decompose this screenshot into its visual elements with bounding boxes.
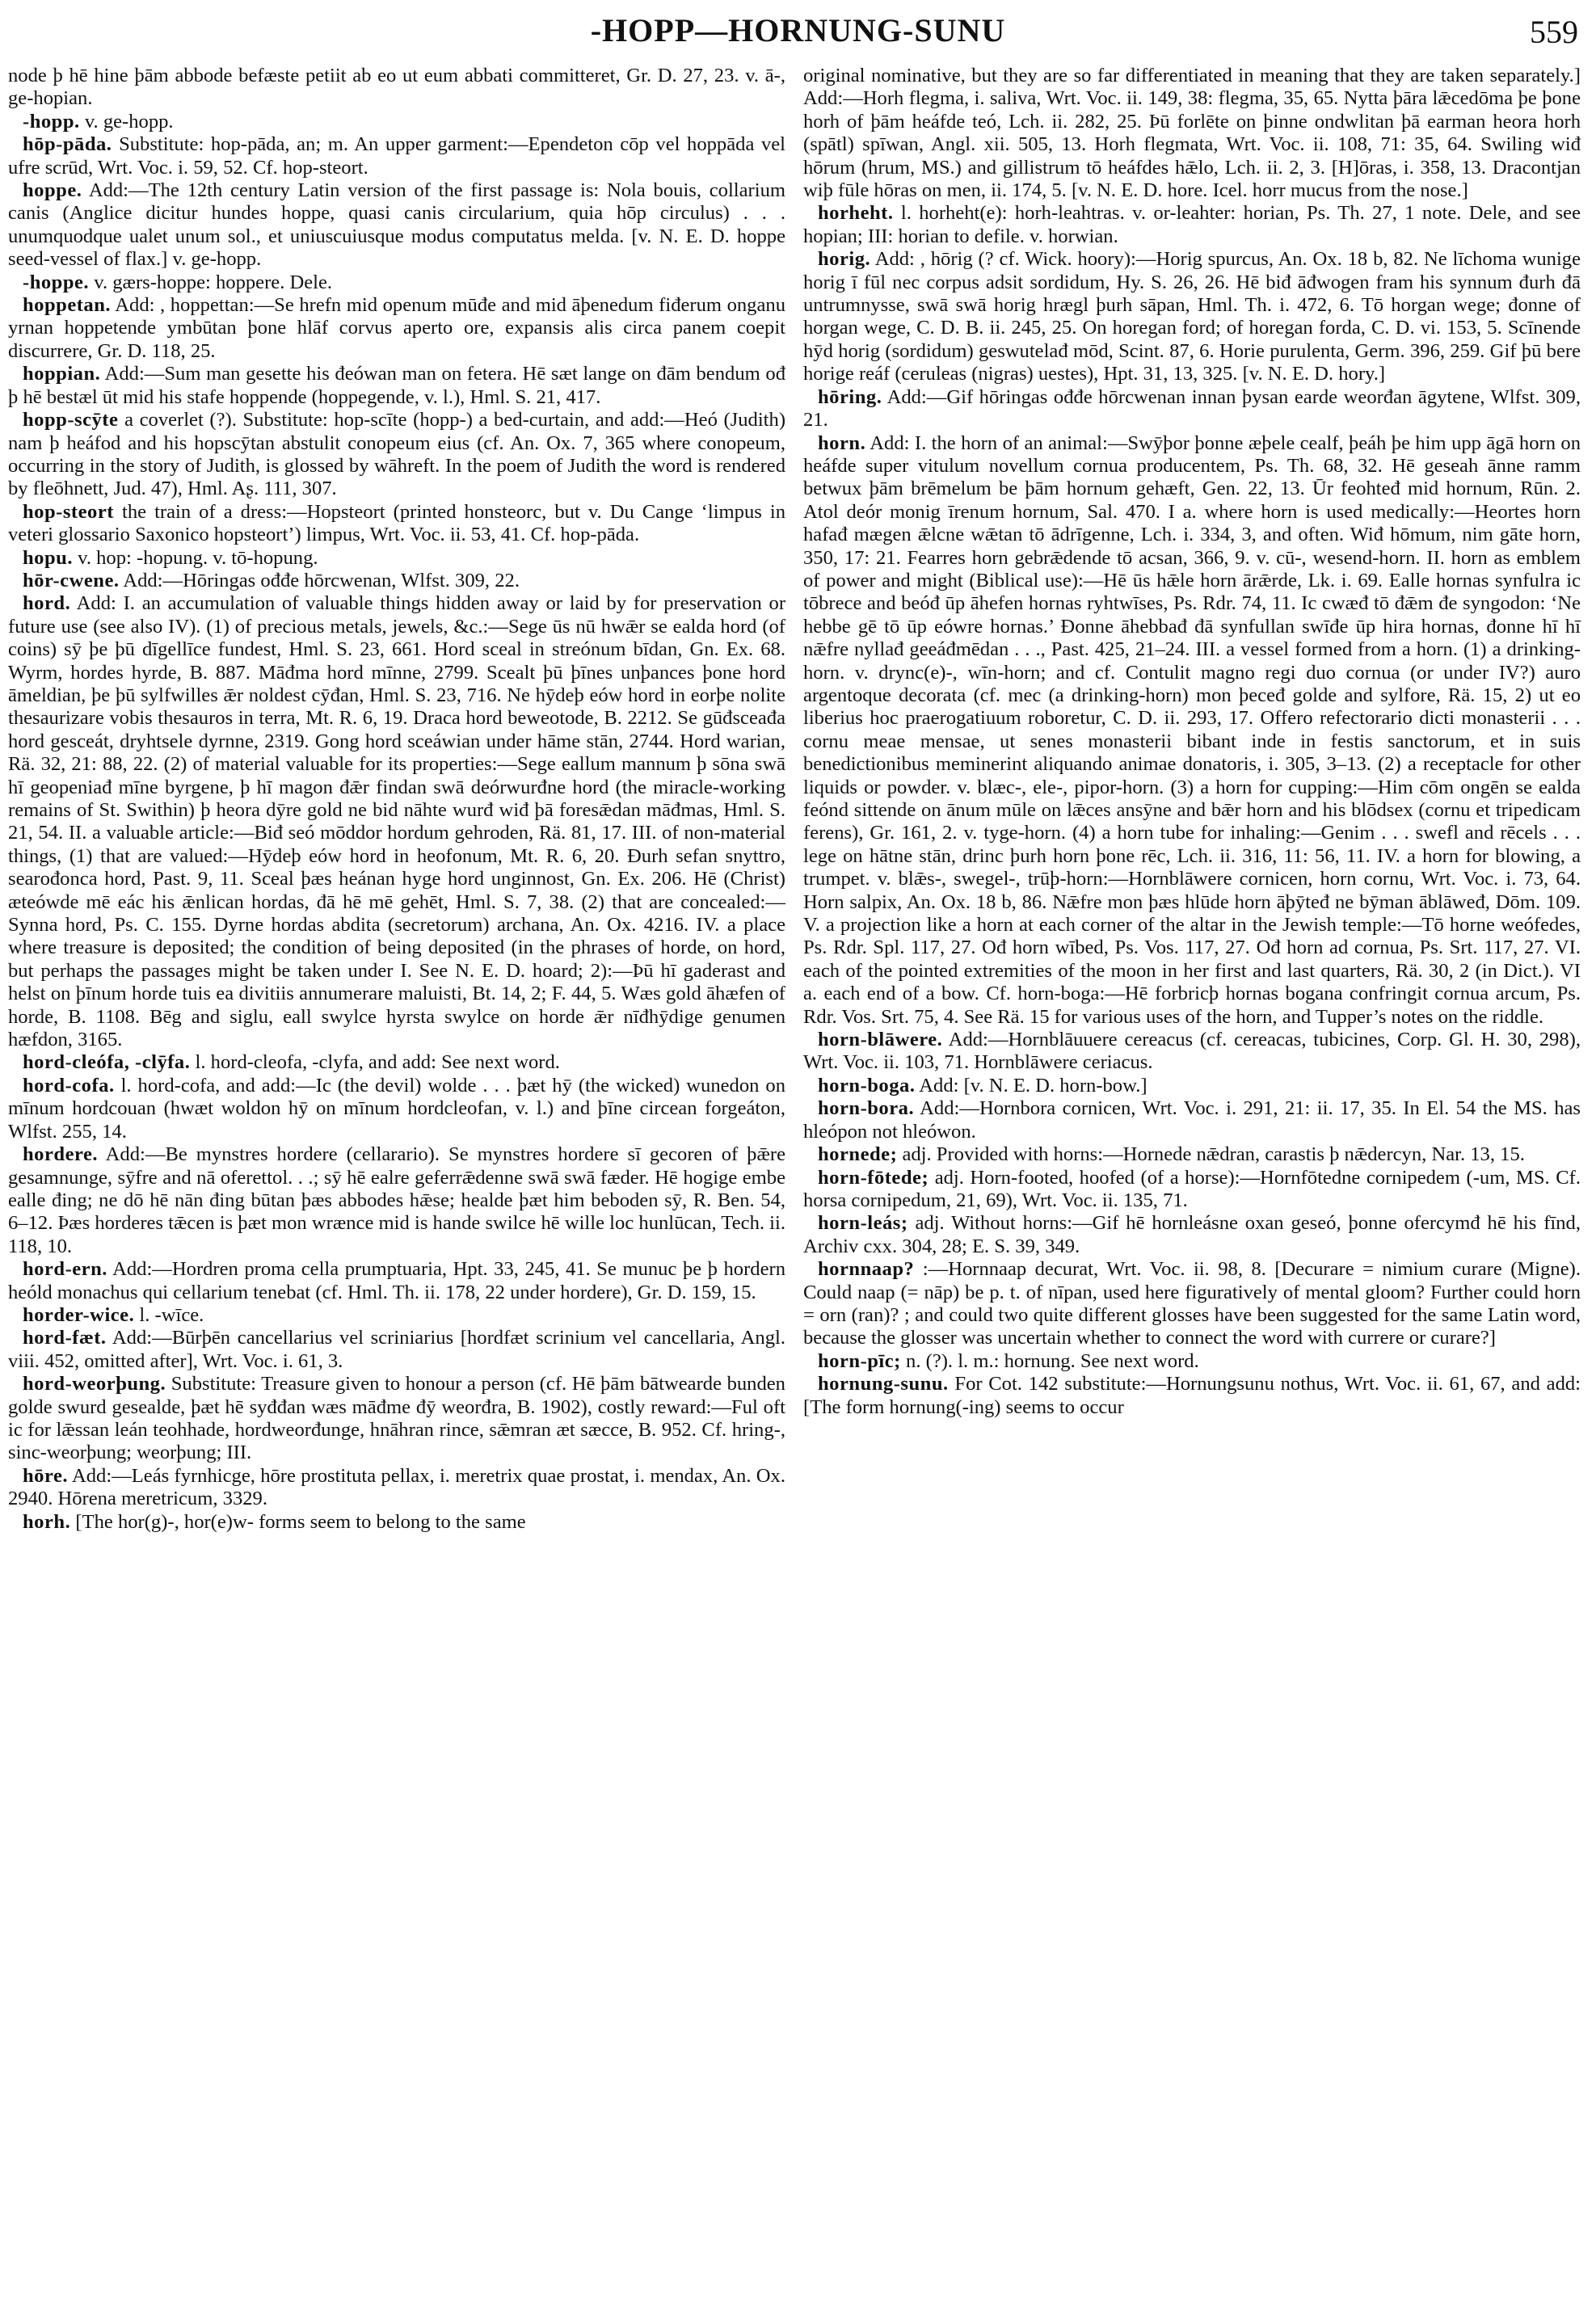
left-column xyxy=(8,65,785,1534)
dictionary-entry xyxy=(8,1465,785,1511)
headword: hōr-cwene. xyxy=(23,569,120,591)
entry-text: Add:—Gif hōringas ođđe hōrcwenan innan þysan earde weorđan āgytene, Wlfst. 309, 21. xyxy=(803,385,1581,431)
page-title: -HOPP—HORNUNG-SUNU xyxy=(590,12,1006,48)
dictionary-entry xyxy=(8,179,785,272)
dictionary-entry xyxy=(803,432,1581,1029)
entry-text: Add:—Sum man gesette his đeówan man on fetera. Hē sæt lange on đām bendum ođ þ hē bestæl ūt mid his stafe hoppende (hoppegende, v. l.), Hml. S. 21, 417. xyxy=(8,363,785,408)
headword: horn-blāwere. xyxy=(818,1029,943,1051)
headword: hord-cofa. xyxy=(23,1074,115,1097)
dictionary-entry xyxy=(803,1075,1581,1097)
entry-text: l. -wīce. xyxy=(139,1303,204,1326)
entry-text: Add: , hoppettan:—Se hrefn mid openum mūđe and mid āþenedum fiđerum onganu yrnan hoppetende ymbūtan þone hlāf corvus aperto ore, expansis alis circa panem coepit discurrere, Gr. D. 118, 25. xyxy=(8,294,785,362)
dictionary-entry xyxy=(8,65,785,111)
entry-text: Substitute: hop-pāda, an; m. An upper garment:—Ependeton cōp vel hoppāda vel ufre scrūd, Wrt. Voc. i. 59, 52. Cf. hop-steort. xyxy=(8,133,785,179)
headword: hord-fæt. xyxy=(23,1327,107,1349)
page-number: 559 xyxy=(1530,14,1578,50)
dictionary-entry xyxy=(8,409,785,501)
dictionary-entry xyxy=(8,111,785,133)
entry-text: Add: I. an accumulation of valuable things hidden away or laid by for preservation or future use (see also IV). (1) of precious metals, jewels, &c.:—Sege ūs nū hwǣr se ealda hord (of coins) sȳ þe þū dīgellīce fundest, Hml. S. 23, 661. Hord sceal in streónum bīdan, Gn. Ex. 68. Wyrm, hordes hyrde, B. 887. Māđma hord mīnne, 2799. Scealt þū þīnes unþances þone hord āmeldian, þe þū sylfwilles ǣr noldest cȳđan, Hml. S. 23, 716. Ne hȳdeþ eów hord in eorþe nolite thesaurizare vobis thesauros in terra, Mt. R. 6, 19. Draca hord beweotode, B. 2212. Se gūđsceađa hord gesceát, dryhtsele dyrnne, 2319. Gong hord sceáwian under hāme stān, 2744. Hord warian, Rä. 32, 21: 88, 22. (2) of material valuable for its properties:—Sege eallum mannum þ sōna swā hī geopeniađ mīne byrgene, þ hī magon đǣr findan swā deórwurđne hord (the miracle-working remains of St. Swithin) þ heora dȳre gold ne bid nāhte wurđ wiđ þā foresǣdan māđmas, Hml. S. 21, 54. II. a valuable article:—Biđ seó mōddor hordum gehroden, Rä. 81, 17. III. of non-material things, (1) that are valued:—Hȳdeþ eów hord in heofonum, Mt. R. 6, 20. Đurh sefan snyttro, searođonca hord, Past. 9, 11. Sceal þæs heánan hyge hord unginnost, Gn. Ex. 206. Hē (Christ) æteówde mē eác his ǣnlican hordas, đā hē mē gehēt, Hml. S. 7, 38. (2) that are concealed:—Synna hord, Ps. C. 155. Dyrne hordas abdita (secretorum) archana, An. Ox. 4216. IV. a place where treasure is deposited; the condition of being deposited (in the phrases of horde, on hord, but perhaps the passages might be taken under I. See N. E. D. hoard; 2):—Þū hī gaderast and helst on þīnum horde tuis ea divitiis annumerare maluisti, Bt. 14, 2; F. 44, 5. Wæs gold āhæfen of horde, B. 1108. Bēg and siglu, eall swylce hyrsta swylce on horde ǣr nīđhȳdige genumen hæfdon, 3165. xyxy=(8,592,786,1051)
headword: hord-cleófa, -clȳfa. xyxy=(23,1051,191,1074)
dictionary-entry xyxy=(8,501,785,547)
headword: -hopp. xyxy=(23,110,80,133)
headword: hord-weorþung. xyxy=(23,1373,166,1395)
entry-text: Add:—Leás fyrnhicge, hōre prostituta pellax, i. meretrix quae prostat, i. mendax, An. Ox. 2940. Hōrena meretricum, 3329. xyxy=(8,1464,785,1510)
entry-text: Add:—Hordren proma cella prumptuaria, Hpt. 33, 245, 41. Se munuc þe þ hordern heóld monachus qui cellarium tenebat (cf. Hml. Th. ii. 178, 22 under hordere), Gr. D. 159, 15. xyxy=(8,1258,785,1303)
entry-text: Add: , hōrig (? cf. Wick. hoory):—Horig spurcus, An. Ox. 18 b, 82. Ne līchoma wunige horig ī fūl nec corpus adsit sordidum, Hy. S. 26, 26. Hē biđ āđwogen fram his synnum đurh đā untrumnysse, swā swā horig hrægl þurh sāpan, Hml. Th. i. 472, 6. Tō horgan wege; đonne of horgan wege, C. D. B. ii. 245, 25. On horegan ford; of horegan forda, C. D. vi. 153, 5. Scīnende hȳd horig (sordidum) geswutelađ mōd, Scint. 87, 6. Horie purulenta, Germ. 396, 259. Gif þū bere horige reáf (ceruleas (nigras) uestes), Hpt. 31, 13, 325. [v. N. E. D. hory.] xyxy=(803,248,1581,385)
entry-text: v. hop: -hopung. v. tō-hopung. xyxy=(78,546,318,569)
dictionary-entry xyxy=(803,1350,1581,1373)
headword: hoppetan. xyxy=(23,294,112,317)
entry-text: Add:—Hōringas ođđe hōrcwenan, Wlfst. 309, 22. xyxy=(123,569,520,591)
headword: horn-bora. xyxy=(818,1097,915,1120)
entry-text: v. ge-hopp. xyxy=(84,110,174,133)
headword: hōring. xyxy=(818,385,882,408)
entry-text: For Cot. 142 substitute:—Hornungsunu nothus, Wrt. Voc. ii. 61, 67, and add: [The form hornung(-ing) seems to occur xyxy=(803,1373,1581,1418)
entry-text: Add: I. the horn of an animal:—Swȳþor þonne æþele cealf, þeáh þe him upp āgā horn on heáfde super vitulum novellum cornua producentem, Ps. Th. 68, 32. Hē geseah ānne ramm betwux þām brēmelum be þām hornum gehæft, Gen. 22, 13. Ūr feohteđ mid hornum, Rūn. 2. Atol deór monig īrenum hornum, Sal. 470. I a. where horn is used medically:—Heortes horn hafađ mægen ǣlcne wǣtan tō ādrīgenne, Lch. i. 334, 3, and often. Wiđ hōmum, nim gāte horn, 350, 17: 21. Fearres horn gebrǣdende tō acsan, 366, 9. v. cū-, wesend-horn. II. horn as emblem of power and might (Biblical use):—Hē ūs hǣle horn ārǣrde, Lk. i. 69. Ealle hornas synfulra ic tōbrece and beóđ ūp āhefen hornas ryhtwīses, Ps. Rdr. 74, 11. Ic cwæđ tō đǣm đe syngodon: ‘Ne hebbe gē tō ūp eówre hornas.’ Đonne āhebbađ đā synfullan swīđe ūp hira hornas, đonne hī hī nǣfre nyllađ geeáđmēdan . . ., Past. 425, 21–24. III. a vessel formed from a horn. (1) a drinking-horn. v. drync(e)-, wīn-horn; and cf. Contulit magno regi duo cornua (or under IV?) auro argentoque decorata (cf. mec (a drinking-horn) mon þeceđ golde and sylfore, Rä. 15, 2) ut eo liberius hoc praerogatiuum roboretur, C. D. ii. 293, 17. Offero refectorario dicti monasterii . . . cornu meae mensae, ut senes monasterii bibant inde in festis sanctorum, et in suis benedictionibus meminerint aliquando animae donatoris, i. 305, 3–13. (2) a receptacle for other liquids or powder. v. blæc-, ele-, pipor-horn. (3) a horn for cupping:—Him cōm ongēn se ealda feónd sittende on ānum mūle on lǣces ansȳne and bǣr horn and his blōdsex (cornu et tripedicam ferens), Gr. 161, 2. v. tyge-horn. (4) a horn tube for inhaling:—Genim . . . swefl and rēcels . . . lege on hātne stān, drinc þurh horn þone rēc, Lch. ii. 316, 11: 56, 11. IV. a horn for blowing, a trumpet. v. blǣs-, swegel-, trūþ-horn:—Hornblāwere cornicen, horn cornu, Wrt. Voc. i. 73, 64. Horn salpix, An. Ox. 18 b, 86. Nǣfre mon þæs hlūde horn āþȳteđ ne bȳman āblāweđ, Dōm. 109. V. a projection like a horn at each corner of the altar in the Jewish temple:—Tō horne weófedes, Ps. Rdr. Spl. 117, 27. Ođ horn wībed, Ps. Vos. 117, 27. Ođ horn ad cornua, Ps. Srt. 117, 27. VI. each of the pointed extremities of the moon in her first and last quarters, Rä. 30, 2 (in Dict.). VI a. each end of a bow. Cf. horn-boga:—Hē forbricþ hornas bogana confringit cornua arcum, Ps. Rdr. Vos. Srt. 75, 4. See Rä. 15 for various uses of the horn, and Tupper’s notes on the riddle. xyxy=(803,431,1581,1028)
dictionary-entry xyxy=(803,65,1581,202)
headword: hopu. xyxy=(23,546,73,569)
entry-text: adj. Without horns:—Gif hē hornleásne oxan geseó, þonne ofercymđ hē his fīnd, Archiv cxx. 304, 28; E. S. 39, 349. xyxy=(803,1212,1581,1257)
headword: horn-fōtede; xyxy=(818,1166,929,1189)
dictionary-entry xyxy=(8,363,785,409)
headword: hōp-pāda. xyxy=(23,133,112,156)
headword: hornung-sunu. xyxy=(818,1373,949,1395)
headword: horh. xyxy=(23,1510,71,1533)
dictionary-entry xyxy=(8,547,785,570)
dictionary-entry xyxy=(803,1373,1581,1419)
entry-text: Add:—Be mynstres hordere (cellarario). Se mynstres hordere sī gecoren of þǣre gesamnunge, sȳfre and nā oferettol. . .; sȳ hē ealre geferrǣdenne swā swā fæder. Hē hogige embe ealle đing; ne dō hē nān đing būtan þæs abbodes hǣse; healde þæt him beboden sȳ, R. Ben. 54, 6–12. Þæs horderes tǣcen is þæt mon wrænce mid is hande swilce hē wille loc hunlūcan, Tech. ii. 118, 10. xyxy=(8,1143,785,1257)
headword: horheht. xyxy=(818,202,894,225)
headword: horn. xyxy=(818,431,866,454)
headword: hopp-scȳte xyxy=(23,409,119,431)
dictionary-entry xyxy=(8,1075,785,1143)
dictionary-entry xyxy=(803,248,1581,385)
headword: horn-boga. xyxy=(818,1074,916,1097)
dictionary-entry xyxy=(8,1511,785,1534)
entry-text: adj. Horn-footed, hoofed (of a horse):—Hornfōtedne cornipedem (-um, MS. Cf. horsa cornipedum, 21, 69), Wrt. Voc. ii. 135, 71. xyxy=(803,1166,1581,1211)
entry-text: :—Hornnaap decurat, Wrt. Voc. ii. 98, 8. [Decurare = nimium curare (Migne). Could naap (= nāp) be p. t. of nīpan, used here figuratively of mental gloom? Further could horn = orn (ran)? ; and could two quite different glosses have been suggested for the same Latin word, because the glosser was uncertain whether to connect the word with currere or curare?] xyxy=(803,1258,1581,1349)
entry-text: Add: [v. N. E. D. horn-bow.] xyxy=(919,1074,1148,1097)
dictionary-entry xyxy=(8,1327,785,1373)
dictionary-entry xyxy=(803,1258,1581,1350)
dictionary-entry xyxy=(8,592,785,1051)
dictionary-entry xyxy=(8,1051,785,1074)
headword: hop-steort xyxy=(23,500,114,523)
entry-text: Substitute: Treasure given to honour a person (cf. Hē þām bātwearde bunden golde swurd gesealde, þæt hē syđđan wæs māđme đȳ weorđra, B. 1902), costly reward:—Ful oft ic for lǣssan leán teohhade, hordweorđunge, hnāhran rince, sǣmran æt sæcce, B. 952. Cf. hring-, sinc-weorþung; weorþung; III. xyxy=(8,1373,785,1464)
headword: horn-pīc; xyxy=(818,1349,901,1372)
page-header xyxy=(0,6,1596,60)
entry-text: Add:—Hornblāuuere cereacus (cf. cereacas, tubicines, Corp. Gl. H. 30, 298), Wrt. Voc. ii. 103, 71. Hornblāwere ceriacus. xyxy=(803,1029,1581,1074)
entry-text: v. gærs-hoppe: hoppere. Dele. xyxy=(94,271,333,293)
headword: hornnaap? xyxy=(818,1258,915,1281)
dictionary-entry xyxy=(803,386,1581,432)
entry-text: n. (?). l. m.: hornung. See next word. xyxy=(906,1349,1199,1372)
entry-text: original nominative, but they are so far differentiated in meaning that they are taken separately.] Add:—Horh flegma, i. saliva, Wrt. Voc. ii. 149, 38: flegma, 35, 65. Nytta þāra lǣcedōma þe þone horh of þām heáfde teó, Lch. ii. 282, 25. Þū forlēte on þinne ondwlitan þā earman heora horh (spātl) spīwan, Angl. xii. 505, 13. Horh flegmata, Wrt. Voc. ii. 108, 71: 35, 64. Swiling wiđ hōrum (hrum, MS.) and gillistrum tō heáfdes hǣlo, Lch. ii. 2, 3. [H]ōras, i. 358, 13. Dracontjan wiþ fūle hōras on men, ii. 174, 5. [v. N. E. D. hore. Icel. horr mucus from the nose.] xyxy=(803,65,1581,202)
dictionary-entry xyxy=(803,1029,1581,1075)
headword: horn-leás; xyxy=(818,1212,908,1235)
dictionary-entry xyxy=(8,1258,785,1304)
dictionary-entry xyxy=(8,272,785,294)
headword: -hoppe. xyxy=(23,271,90,293)
dictionary-entry xyxy=(8,570,785,592)
headword: hord-ern. xyxy=(23,1258,107,1281)
dictionary-entry xyxy=(8,1304,785,1327)
headword: hordere. xyxy=(23,1143,99,1166)
entry-text: Add:—The 12th century Latin version of the first passage is: Nola bouis, collarium canis (Anglice dicitur hundes hoppe, quasi canis circularium, quia hōp circulus) . . . unumquodque ualet unum sol., et uniuscuiusque modus computatus melda. [v. N. E. D. hoppe seed-vessel of flax.] v. ge-hopp. xyxy=(8,179,785,271)
dictionary-entry xyxy=(803,202,1581,248)
entry-text: l. hord-cleofa, -clyfa, and add: See next word. xyxy=(195,1051,560,1074)
right-column xyxy=(803,65,1581,1419)
headword: hord. xyxy=(23,592,71,615)
headword: hoppian. xyxy=(23,363,101,385)
dictionary-entry xyxy=(8,294,785,363)
dictionary-entry xyxy=(803,1167,1581,1213)
entry-text: [The hor(g)-, hor(e)w- forms seem to belong to the same xyxy=(75,1510,526,1533)
headword: horig. xyxy=(818,248,871,271)
dictionary-entry xyxy=(8,1143,785,1258)
dictionary-entry xyxy=(803,1212,1581,1258)
headword: hornede; xyxy=(818,1143,898,1166)
entry-text: the train of a dress:—Hopsteort (printed honsteorc, but v. Du Cange ‘limpus in veteri glossario Saxonico hopsteort’) limpus, Wrt. Voc. ii. 53, 41. Cf. hop-pāda. xyxy=(8,500,785,546)
dictionary-entry xyxy=(803,1143,1581,1166)
entry-text: l. hord-cofa, and add:—Ic (the devil) wolde . . . þæt hȳ (the wicked) wunedon on mīnum hordcouan (hwæt woldon hȳ on mīnum hordcleofan, v. l.) and þīne circean forgeáton, Wlfst. 255, 14. xyxy=(8,1074,785,1143)
dictionary-entry xyxy=(8,1373,785,1465)
dictionary-entry xyxy=(803,1097,1581,1143)
entry-text: l. horheht(e): horh-leahtras. v. or-leahter: horian, Ps. Th. 27, 1 note. Dele, and see hopian; III: horian to defile. v. horwian. xyxy=(803,202,1581,247)
entry-text: a coverlet (?). Substitute: hop-scīte (hopp-) a bed-curtain, and add:—Heó (Judith) nam þ heáfod and his hopscȳtan abstulit conopeum eius (cf. An. Ox. 7, 365 where conopeum, occurring in the story of Judith, is glossed by wāhreft. In the poem of Judith the word is rendered by fleōhnett, Jud. 47), Hml. Aʂ. 111, 307. xyxy=(8,409,786,500)
headword: horder-wice. xyxy=(23,1303,135,1326)
entry-text: adj. Provided with horns:—Hornede nǣdran, carastis þ nǣdercyn, Nar. 13, 15. xyxy=(902,1143,1525,1166)
entry-text: node þ hē hine þām abbode befæste petiit ab eo ut eum abbati committeret, Gr. D. 27, 23. v. ā-, ge-hopian. xyxy=(8,65,785,110)
headword: hōre. xyxy=(23,1464,69,1487)
dictionary-entry xyxy=(8,133,785,179)
entry-text: Add:—Būrþēn cancellarius vel scriniarius [hordfæt scrinium vel cancellaria, Angl. viii. 452, omitted after], Wrt. Voc. i. 61, 3. xyxy=(8,1327,785,1372)
headword: hoppe. xyxy=(23,179,82,202)
entry-text: Add:—Hornbora cornicen, Wrt. Voc. i. 291, 21: ii. 17, 35. In El. 54 the MS. has hleópon not hleówon. xyxy=(803,1097,1581,1143)
